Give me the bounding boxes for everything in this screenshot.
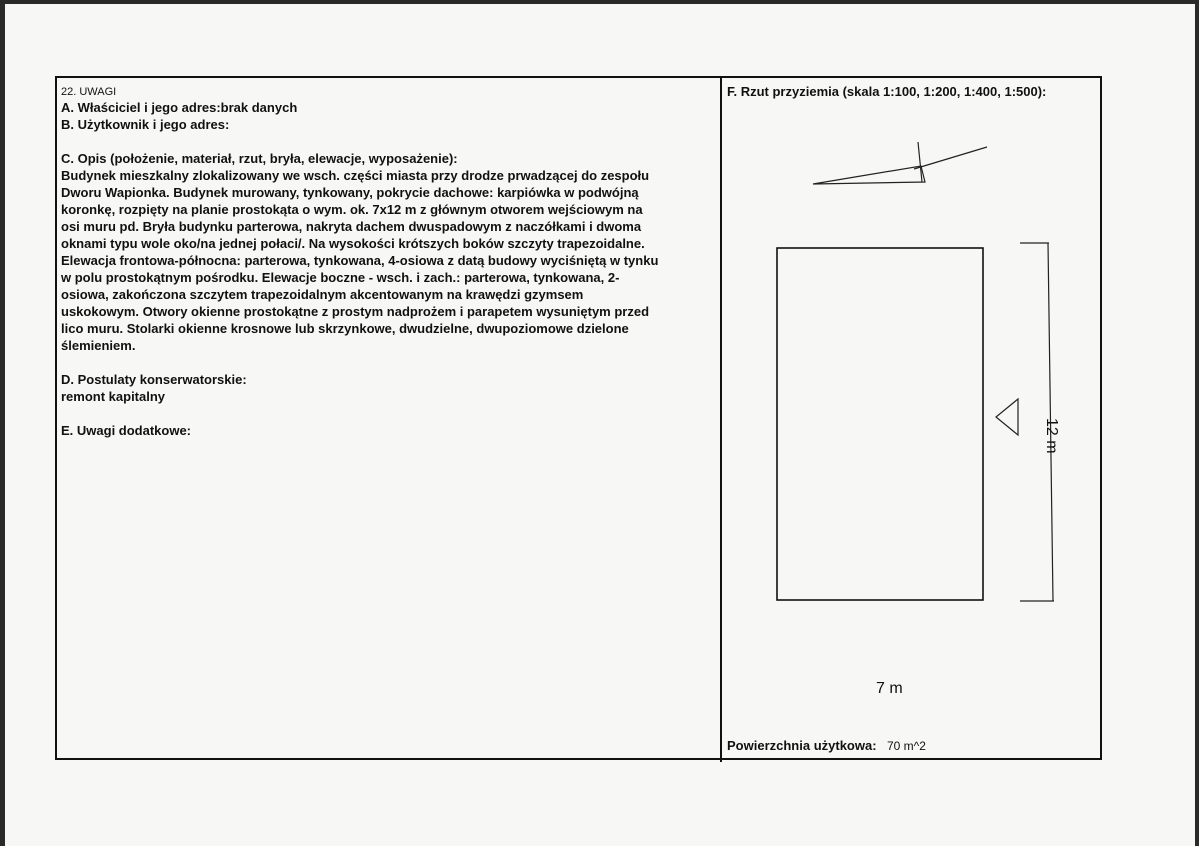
building-outline [777,248,983,600]
entrance-triangle-icon [996,399,1018,435]
description-line: w polu prostokątnym pośrodku. Elewacje boczne - wsch. i zach.: parterowa, tynkowana, 2- [61,270,620,285]
owner-line: A. Właściciel i jego adres:brak danych [61,100,298,115]
user-line: B. Użytkownik i jego adres: [61,117,230,132]
postulates-value: remont kapitalny [61,389,166,404]
description-line: uskokowym. Otwory okienne prostokątne z prostym nadprożem i parapetem wysuniętym przed [61,304,650,319]
description-line: lico muru. Stolarki okienne krosnowe lub skrzynkowe, dwudzielne, dwupoziomowe dzielone [61,321,629,336]
spacer [61,354,721,371]
remarks-column [61,86,721,439]
description-line: osiowa, zakończona szczytem trapezoidalnym akcentowanym na krawędzi gzymsem [61,287,584,302]
section-number: 22. UWAGI [61,86,117,98]
description-line: Elewacja frontowa-północna: parterowa, tynkowana, 4-osiowa z datą budowy wyciśniętą w tynku [61,253,659,268]
description-line: Budynek mieszkalny zlokalizowany we wsch. części miasta przy drodze prwadzącej do zespołu [61,168,650,183]
width-dimension-label: 7 m [876,680,903,697]
north-arrow-icon [813,142,987,184]
description-heading: C. Opis (położenie, materiał, rzut, bryła, elewacje, wyposażenie): [61,151,458,166]
description-line: oknami typu wole oko/na jednej połaci/. Na wysokości krótszych boków szczyty trapezoidalne. [61,236,645,251]
spacer [61,405,721,422]
usable-area-value: 70 m^2 [887,739,926,753]
scan-edge-left [0,0,5,846]
plan-title: F. Rzut przyziemia (skala 1:100, 1:200, 1:400, 1:500): [727,84,1047,99]
scan-edge-top [0,0,1199,4]
description-line: koronkę, rozpięty na planie prostokąta o wym. ok. 7x12 m z głównym otworem wejściowym na [61,202,643,217]
description-line: ślemieniem. [61,338,136,353]
usable-area-label: Powierzchnia użytkowa: [727,738,877,753]
description-line: Dworu Wapionka. Budynek murowany, tynkowany, pokrycie dachowe: karpiówka w podwójną [61,185,639,200]
remarks-heading: E. Uwagi dodatkowe: [61,423,192,438]
ground-plan-drawing [722,120,1102,620]
scan-edge-right [1195,0,1199,846]
usable-area-row [727,737,926,755]
description-line: osi muru pd. Bryła budynku parterowa, nakryta dachem dwuspadowym z naczółkami i dwoma [61,219,642,234]
postulates-heading: D. Postulaty konserwatorskie: [61,372,247,387]
spacer [61,133,721,150]
length-dimension-label: 12 m [1043,418,1060,454]
